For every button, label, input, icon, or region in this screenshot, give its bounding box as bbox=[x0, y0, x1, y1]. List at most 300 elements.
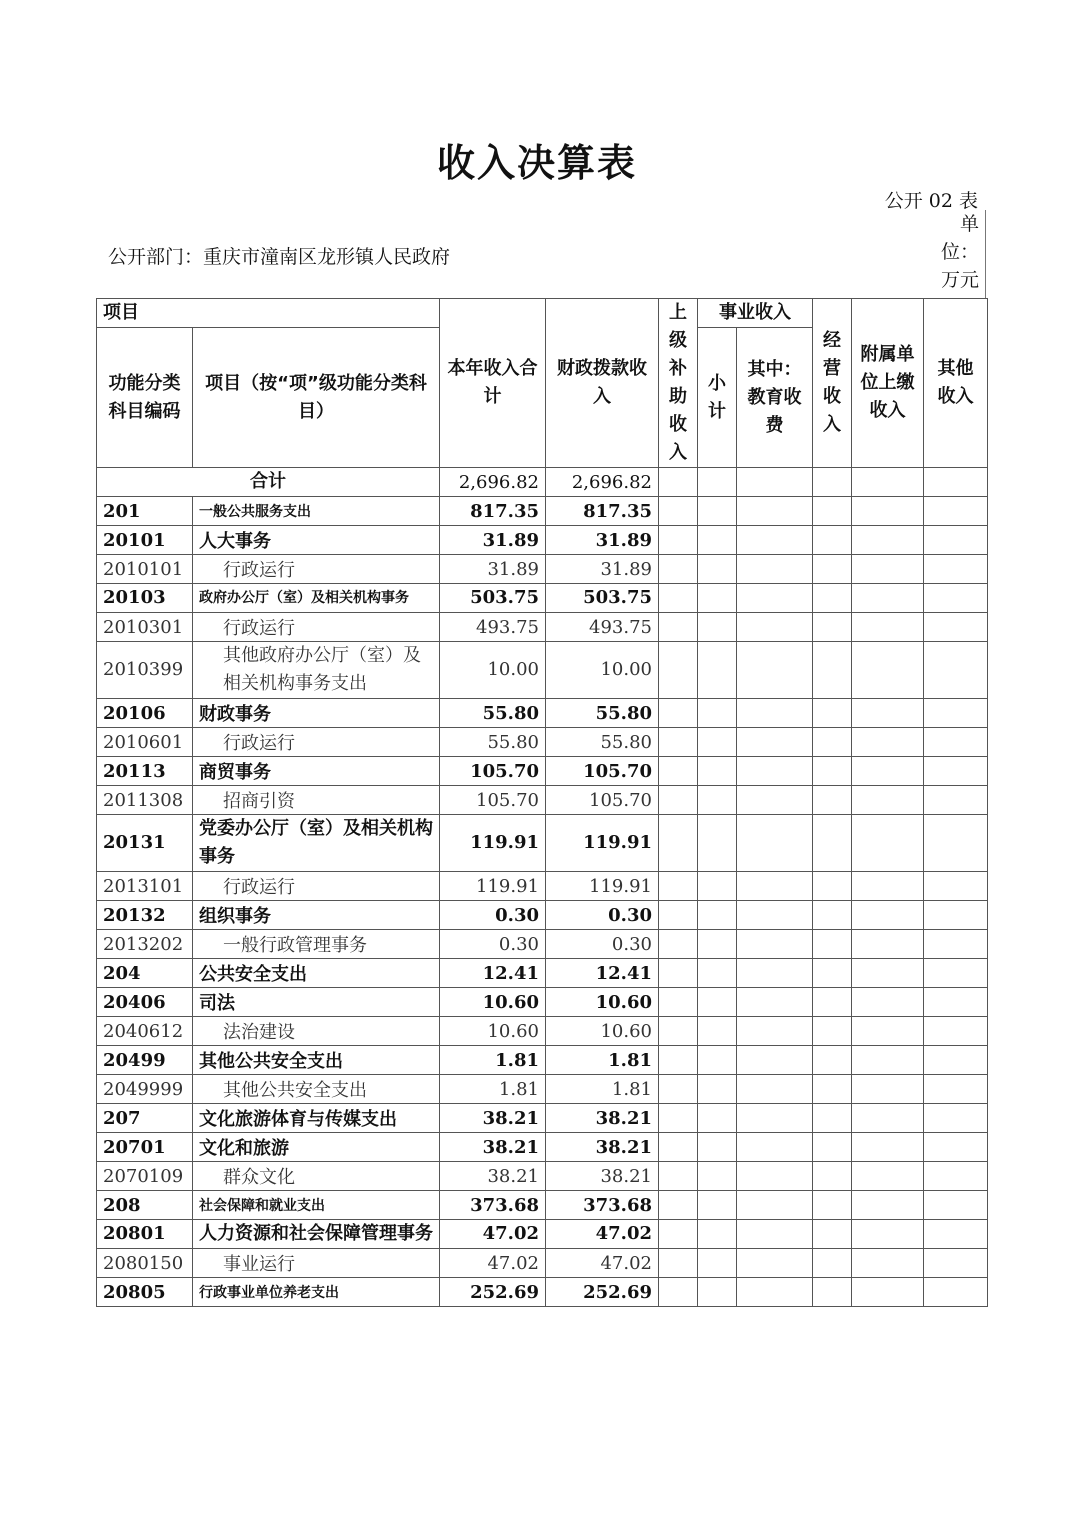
row-code: 2010301 bbox=[97, 613, 193, 642]
empty-cell bbox=[698, 1162, 737, 1191]
table-row bbox=[97, 1104, 988, 1133]
row-fiscal: 105.70 bbox=[546, 757, 659, 786]
row-name: 行政运行 bbox=[193, 613, 440, 642]
empty-cell bbox=[659, 642, 698, 699]
empty-cell bbox=[698, 901, 737, 930]
row-code: 20106 bbox=[97, 699, 193, 728]
row-fiscal: 55.80 bbox=[546, 699, 659, 728]
empty-cell bbox=[737, 555, 813, 584]
row-total: 0.30 bbox=[440, 901, 546, 930]
row-code: 2080150 bbox=[97, 1249, 193, 1278]
empty-cell bbox=[852, 959, 924, 988]
row-total: 12.41 bbox=[440, 959, 546, 988]
header-edu: 其中：教育收费 bbox=[737, 328, 813, 468]
row-code: 204 bbox=[97, 959, 193, 988]
row-name: 一般公共服务支出 bbox=[193, 497, 440, 526]
header-operation: 经营收入 bbox=[813, 299, 852, 468]
empty-cell bbox=[698, 1220, 737, 1249]
row-total: 373.68 bbox=[440, 1191, 546, 1220]
row-name: 人力资源和社会保障管理事务 bbox=[193, 1220, 440, 1249]
table-row bbox=[97, 930, 988, 959]
header-other: 其他收入 bbox=[924, 299, 988, 468]
row-name: 群众文化 bbox=[193, 1162, 440, 1191]
header-name: 项目（按“项”级功能分类科目） bbox=[193, 328, 440, 468]
empty-cell bbox=[737, 468, 813, 497]
row-name: 文化和旅游 bbox=[193, 1133, 440, 1162]
row-total: 119.91 bbox=[440, 815, 546, 872]
empty-cell bbox=[698, 613, 737, 642]
row-fiscal: 31.89 bbox=[546, 555, 659, 584]
empty-cell bbox=[698, 642, 737, 699]
empty-cell bbox=[924, 1249, 988, 1278]
row-code: 208 bbox=[97, 1191, 193, 1220]
row-total: 493.75 bbox=[440, 613, 546, 642]
row-fiscal: 0.30 bbox=[546, 930, 659, 959]
empty-cell bbox=[698, 1104, 737, 1133]
empty-cell bbox=[659, 786, 698, 815]
row-code: 20131 bbox=[97, 815, 193, 872]
empty-cell bbox=[698, 699, 737, 728]
row-fiscal: 119.91 bbox=[546, 815, 659, 872]
empty-cell bbox=[737, 1191, 813, 1220]
table-row bbox=[97, 642, 988, 699]
total-row bbox=[97, 468, 988, 497]
row-code: 20103 bbox=[97, 584, 193, 613]
empty-cell bbox=[924, 930, 988, 959]
row-fiscal: 1.81 bbox=[546, 1075, 659, 1104]
row-total: 10.60 bbox=[440, 1017, 546, 1046]
empty-cell bbox=[737, 699, 813, 728]
empty-cell bbox=[813, 1133, 852, 1162]
empty-cell bbox=[659, 959, 698, 988]
empty-cell bbox=[737, 584, 813, 613]
empty-cell bbox=[852, 757, 924, 786]
row-code: 2011308 bbox=[97, 786, 193, 815]
row-fiscal: 55.80 bbox=[546, 728, 659, 757]
empty-cell bbox=[737, 815, 813, 872]
empty-cell bbox=[852, 699, 924, 728]
row-fiscal: 38.21 bbox=[546, 1133, 659, 1162]
empty-cell bbox=[698, 872, 737, 901]
row-total: 10.00 bbox=[440, 642, 546, 699]
row-code: 20805 bbox=[97, 1278, 193, 1307]
empty-cell bbox=[737, 786, 813, 815]
empty-cell bbox=[852, 497, 924, 526]
table-row bbox=[97, 786, 988, 815]
row-code: 20101 bbox=[97, 526, 193, 555]
empty-cell bbox=[813, 613, 852, 642]
row-total: 10.60 bbox=[440, 988, 546, 1017]
empty-cell bbox=[924, 1046, 988, 1075]
row-name: 社会保障和就业支出 bbox=[193, 1191, 440, 1220]
empty-cell bbox=[813, 786, 852, 815]
empty-cell bbox=[813, 757, 852, 786]
table-row bbox=[97, 1162, 988, 1191]
unit-label: 单位：万元 bbox=[930, 210, 986, 298]
empty-cell bbox=[852, 584, 924, 613]
empty-cell bbox=[659, 497, 698, 526]
empty-cell bbox=[698, 786, 737, 815]
row-fiscal: 817.35 bbox=[546, 497, 659, 526]
row-code: 20499 bbox=[97, 1046, 193, 1075]
empty-cell bbox=[924, 1220, 988, 1249]
row-name: 人大事务 bbox=[193, 526, 440, 555]
row-name: 事业运行 bbox=[193, 1249, 440, 1278]
empty-cell bbox=[852, 872, 924, 901]
empty-cell bbox=[737, 1220, 813, 1249]
table-row bbox=[97, 1133, 988, 1162]
department-label: 公开部门：重庆市潼南区龙形镇人民政府 bbox=[108, 246, 451, 268]
empty-cell bbox=[737, 1046, 813, 1075]
row-code: 2013202 bbox=[97, 930, 193, 959]
empty-cell bbox=[813, 526, 852, 555]
row-name: 其他公共安全支出 bbox=[193, 1046, 440, 1075]
empty-cell bbox=[659, 1046, 698, 1075]
header-code: 功能分类科目编码 bbox=[97, 328, 193, 468]
empty-cell bbox=[737, 1249, 813, 1278]
empty-cell bbox=[852, 1278, 924, 1307]
empty-cell bbox=[698, 728, 737, 757]
empty-cell bbox=[924, 584, 988, 613]
empty-cell bbox=[924, 468, 988, 497]
empty-cell bbox=[698, 959, 737, 988]
empty-cell bbox=[924, 1278, 988, 1307]
empty-cell bbox=[852, 1046, 924, 1075]
row-fiscal: 10.60 bbox=[546, 988, 659, 1017]
empty-cell bbox=[659, 584, 698, 613]
empty-cell bbox=[852, 1191, 924, 1220]
row-code: 20113 bbox=[97, 757, 193, 786]
empty-cell bbox=[924, 526, 988, 555]
row-code: 207 bbox=[97, 1104, 193, 1133]
empty-cell bbox=[924, 959, 988, 988]
row-code: 201 bbox=[97, 497, 193, 526]
empty-cell bbox=[737, 526, 813, 555]
empty-cell bbox=[737, 1104, 813, 1133]
table-row bbox=[97, 988, 988, 1017]
header-superior: 上级补助收入 bbox=[659, 299, 698, 468]
empty-cell bbox=[737, 930, 813, 959]
header-project: 项目 bbox=[97, 299, 440, 328]
empty-cell bbox=[852, 468, 924, 497]
empty-cell bbox=[852, 728, 924, 757]
row-name: 公共安全支出 bbox=[193, 959, 440, 988]
empty-cell bbox=[737, 728, 813, 757]
empty-cell bbox=[659, 901, 698, 930]
row-fiscal: 38.21 bbox=[546, 1104, 659, 1133]
empty-cell bbox=[852, 555, 924, 584]
row-total: 0.30 bbox=[440, 930, 546, 959]
row-total: 38.21 bbox=[440, 1104, 546, 1133]
empty-cell bbox=[852, 1017, 924, 1046]
empty-cell bbox=[924, 901, 988, 930]
row-fiscal: 38.21 bbox=[546, 1162, 659, 1191]
empty-cell bbox=[852, 1249, 924, 1278]
row-total: 817.35 bbox=[440, 497, 546, 526]
empty-cell bbox=[698, 1191, 737, 1220]
empty-cell bbox=[852, 786, 924, 815]
table-row bbox=[97, 1278, 988, 1307]
empty-cell bbox=[813, 555, 852, 584]
empty-cell bbox=[852, 642, 924, 699]
empty-cell bbox=[924, 786, 988, 815]
row-name: 其他政府办公厅（室）及相关机构事务支出 bbox=[193, 642, 440, 699]
empty-cell bbox=[659, 1220, 698, 1249]
empty-cell bbox=[659, 699, 698, 728]
row-total: 31.89 bbox=[440, 555, 546, 584]
row-total: 1.81 bbox=[440, 1075, 546, 1104]
row-name: 行政运行 bbox=[193, 728, 440, 757]
empty-cell bbox=[659, 757, 698, 786]
empty-cell bbox=[737, 757, 813, 786]
empty-cell bbox=[659, 872, 698, 901]
empty-cell bbox=[659, 815, 698, 872]
empty-cell bbox=[698, 1133, 737, 1162]
empty-cell bbox=[813, 930, 852, 959]
row-code: 2010399 bbox=[97, 642, 193, 699]
empty-cell bbox=[924, 728, 988, 757]
empty-cell bbox=[852, 526, 924, 555]
empty-cell bbox=[813, 497, 852, 526]
empty-cell bbox=[813, 1191, 852, 1220]
empty-cell bbox=[737, 1017, 813, 1046]
empty-cell bbox=[737, 1075, 813, 1104]
row-fiscal: 10.60 bbox=[546, 1017, 659, 1046]
empty-cell bbox=[813, 1249, 852, 1278]
row-fiscal: 252.69 bbox=[546, 1278, 659, 1307]
empty-cell bbox=[924, 1133, 988, 1162]
empty-cell bbox=[698, 555, 737, 584]
empty-cell bbox=[924, 1075, 988, 1104]
row-name: 其他公共安全支出 bbox=[193, 1075, 440, 1104]
empty-cell bbox=[813, 468, 852, 497]
empty-cell bbox=[924, 815, 988, 872]
empty-cell bbox=[813, 1104, 852, 1133]
row-fiscal: 1.81 bbox=[546, 1046, 659, 1075]
empty-cell bbox=[659, 613, 698, 642]
row-fiscal: 47.02 bbox=[546, 1220, 659, 1249]
row-fiscal: 47.02 bbox=[546, 1249, 659, 1278]
empty-cell bbox=[852, 1104, 924, 1133]
empty-cell bbox=[852, 1220, 924, 1249]
row-total: 105.70 bbox=[440, 757, 546, 786]
empty-cell bbox=[659, 526, 698, 555]
row-total: 31.89 bbox=[440, 526, 546, 555]
empty-cell bbox=[852, 1075, 924, 1104]
empty-cell bbox=[737, 901, 813, 930]
row-name: 行政运行 bbox=[193, 555, 440, 584]
table-row bbox=[97, 757, 988, 786]
empty-cell bbox=[813, 699, 852, 728]
table-row bbox=[97, 901, 988, 930]
empty-cell bbox=[659, 1075, 698, 1104]
table-row bbox=[97, 872, 988, 901]
empty-cell bbox=[924, 1191, 988, 1220]
empty-cell bbox=[659, 555, 698, 584]
row-code: 2070109 bbox=[97, 1162, 193, 1191]
empty-cell bbox=[813, 988, 852, 1017]
empty-cell bbox=[924, 1162, 988, 1191]
row-name: 党委办公厅（室）及相关机构事务 bbox=[193, 815, 440, 872]
empty-cell bbox=[659, 1191, 698, 1220]
empty-cell bbox=[924, 555, 988, 584]
header-total: 本年收入合计 bbox=[440, 299, 546, 468]
row-name: 行政运行 bbox=[193, 872, 440, 901]
empty-cell bbox=[659, 988, 698, 1017]
row-code: 2010601 bbox=[97, 728, 193, 757]
empty-cell bbox=[924, 699, 988, 728]
empty-cell bbox=[813, 1017, 852, 1046]
row-total: 252.69 bbox=[440, 1278, 546, 1307]
row-total: 119.91 bbox=[440, 872, 546, 901]
table-row bbox=[97, 526, 988, 555]
empty-cell bbox=[698, 757, 737, 786]
row-code: 2013101 bbox=[97, 872, 193, 901]
empty-cell bbox=[924, 757, 988, 786]
empty-cell bbox=[813, 901, 852, 930]
table-row bbox=[97, 555, 988, 584]
row-total: 1.81 bbox=[440, 1046, 546, 1075]
empty-cell bbox=[698, 1046, 737, 1075]
empty-cell bbox=[924, 642, 988, 699]
empty-cell bbox=[698, 930, 737, 959]
empty-cell bbox=[698, 1075, 737, 1104]
empty-cell bbox=[659, 930, 698, 959]
empty-cell bbox=[852, 930, 924, 959]
row-fiscal: 0.30 bbox=[546, 901, 659, 930]
empty-cell bbox=[852, 901, 924, 930]
row-total: 503.75 bbox=[440, 584, 546, 613]
row-code: 20406 bbox=[97, 988, 193, 1017]
header-affiliated: 附属单位上缴收入 bbox=[852, 299, 924, 468]
table-head bbox=[97, 299, 988, 468]
table-body bbox=[97, 468, 988, 1307]
row-code: 2040612 bbox=[97, 1017, 193, 1046]
table-row bbox=[97, 584, 988, 613]
row-code: 20132 bbox=[97, 901, 193, 930]
empty-cell bbox=[698, 1249, 737, 1278]
empty-cell bbox=[698, 526, 737, 555]
table-row bbox=[97, 497, 988, 526]
income-table bbox=[96, 298, 988, 1307]
empty-cell bbox=[924, 613, 988, 642]
empty-cell bbox=[737, 613, 813, 642]
row-fiscal: 493.75 bbox=[546, 613, 659, 642]
empty-cell bbox=[698, 988, 737, 1017]
row-name: 招商引资 bbox=[193, 786, 440, 815]
empty-cell bbox=[813, 642, 852, 699]
row-code: 2049999 bbox=[97, 1075, 193, 1104]
header-fiscal: 财政拨款收入 bbox=[546, 299, 659, 468]
row-fiscal: 373.68 bbox=[546, 1191, 659, 1220]
empty-cell bbox=[852, 1162, 924, 1191]
row-total: 47.02 bbox=[440, 1220, 546, 1249]
empty-cell bbox=[813, 728, 852, 757]
row-fiscal: 31.89 bbox=[546, 526, 659, 555]
empty-cell bbox=[924, 872, 988, 901]
row-name: 文化旅游体育与传媒支出 bbox=[193, 1104, 440, 1133]
form-number: 公开 02 表 bbox=[884, 190, 978, 212]
empty-cell bbox=[698, 1278, 737, 1307]
total-amount: 2,696.82 bbox=[440, 468, 546, 497]
row-fiscal: 105.70 bbox=[546, 786, 659, 815]
empty-cell bbox=[852, 815, 924, 872]
empty-cell bbox=[659, 728, 698, 757]
page-title: 收入决算表 bbox=[436, 141, 637, 185]
empty-cell bbox=[737, 642, 813, 699]
row-total: 47.02 bbox=[440, 1249, 546, 1278]
row-fiscal: 503.75 bbox=[546, 584, 659, 613]
row-fiscal: 12.41 bbox=[546, 959, 659, 988]
empty-cell bbox=[698, 497, 737, 526]
row-total: 55.80 bbox=[440, 699, 546, 728]
total-fiscal: 2,696.82 bbox=[546, 468, 659, 497]
empty-cell bbox=[737, 959, 813, 988]
empty-cell bbox=[698, 468, 737, 497]
empty-cell bbox=[659, 1249, 698, 1278]
empty-cell bbox=[813, 1162, 852, 1191]
row-code: 2010101 bbox=[97, 555, 193, 584]
row-total: 105.70 bbox=[440, 786, 546, 815]
table-row bbox=[97, 1191, 988, 1220]
table-row bbox=[97, 959, 988, 988]
table-row bbox=[97, 815, 988, 872]
table-row bbox=[97, 1046, 988, 1075]
empty-cell bbox=[813, 815, 852, 872]
row-name: 行政事业单位养老支出 bbox=[193, 1278, 440, 1307]
table-row bbox=[97, 728, 988, 757]
empty-cell bbox=[813, 1075, 852, 1104]
row-name: 商贸事务 bbox=[193, 757, 440, 786]
row-code: 20701 bbox=[97, 1133, 193, 1162]
empty-cell bbox=[924, 497, 988, 526]
header-business: 事业收入 bbox=[698, 299, 813, 328]
table-row bbox=[97, 699, 988, 728]
table-row bbox=[97, 1017, 988, 1046]
empty-cell bbox=[737, 1133, 813, 1162]
empty-cell bbox=[924, 1017, 988, 1046]
empty-cell bbox=[813, 584, 852, 613]
table-row bbox=[97, 1220, 988, 1249]
empty-cell bbox=[813, 1278, 852, 1307]
empty-cell bbox=[737, 988, 813, 1017]
empty-cell bbox=[659, 1017, 698, 1046]
row-name: 财政事务 bbox=[193, 699, 440, 728]
table-row bbox=[97, 1075, 988, 1104]
empty-cell bbox=[852, 1133, 924, 1162]
empty-cell bbox=[659, 1278, 698, 1307]
empty-cell bbox=[698, 815, 737, 872]
empty-cell bbox=[813, 959, 852, 988]
row-fiscal: 10.00 bbox=[546, 642, 659, 699]
total-label: 合计 bbox=[97, 468, 440, 497]
row-name: 法治建设 bbox=[193, 1017, 440, 1046]
empty-cell bbox=[924, 1104, 988, 1133]
empty-cell bbox=[659, 1133, 698, 1162]
empty-cell bbox=[852, 613, 924, 642]
empty-cell bbox=[813, 1220, 852, 1249]
row-name: 组织事务 bbox=[193, 901, 440, 930]
empty-cell bbox=[813, 872, 852, 901]
row-total: 38.21 bbox=[440, 1133, 546, 1162]
empty-cell bbox=[698, 1017, 737, 1046]
row-total: 38.21 bbox=[440, 1162, 546, 1191]
empty-cell bbox=[659, 1104, 698, 1133]
empty-cell bbox=[659, 1162, 698, 1191]
empty-cell bbox=[737, 497, 813, 526]
empty-cell bbox=[659, 468, 698, 497]
empty-cell bbox=[698, 584, 737, 613]
